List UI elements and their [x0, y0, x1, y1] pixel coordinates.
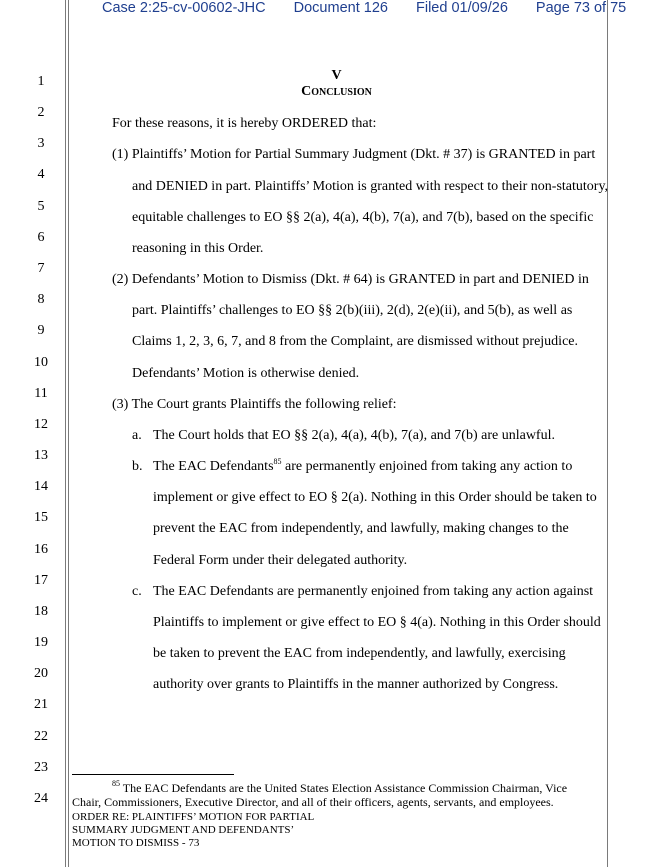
footnote-number: 85	[112, 779, 120, 788]
line-number: 15	[34, 510, 48, 525]
line-number: 4	[37, 167, 45, 182]
line-number: 11	[34, 386, 48, 401]
item-1-line-4: reasoning in this Order.	[132, 241, 264, 256]
left-margin-rule-inner	[68, 0, 69, 867]
subitem-c-line-2: Plaintiffs to implement or give effect to EO § 4(a). Nothing in this Order should	[153, 615, 601, 630]
filed-date: Filed 01/09/26	[415, 0, 508, 16]
line-number: 8	[37, 292, 45, 307]
case-header	[102, 0, 650, 18]
subitem-a-label: a.	[132, 428, 142, 443]
footnote-text-start: The EAC Defendants are the United States Election Assistance Commission Chairman, Vice	[120, 781, 568, 795]
line-number: 9	[37, 323, 45, 338]
subitem-b-text-end: are permanently enjoined from taking any action to	[281, 459, 573, 474]
line-number: 20	[34, 666, 48, 681]
subitem-c-line-4: authority over grants to Plaintiffs in the manner authorized by Congress.	[153, 677, 559, 692]
line-number: 14	[34, 479, 48, 494]
footer-caption-line-3: MOTION TO DISMISS - 73	[72, 837, 200, 849]
footnote-line-2: Chair, Commissioners, Executive Director, and all of their officers, agents, servants, and employees.	[72, 795, 554, 809]
footnote-line-1	[112, 781, 567, 796]
line-number: 13	[34, 448, 48, 463]
section-numeral: V	[331, 68, 342, 83]
subitem-b-line-4: Federal Form under their delegated authority.	[153, 553, 408, 568]
line-number: 17	[34, 573, 48, 588]
case-number: Case 2:25-cv-00602-JHC	[102, 0, 266, 16]
item-3-line-1: (3) The Court grants Plaintiffs the following relief:	[112, 397, 397, 412]
subitem-b-label: b.	[132, 459, 143, 474]
intro-paragraph: For these reasons, it is hereby ORDERED that:	[112, 116, 377, 131]
subitem-b-text-start: The EAC Defendants	[153, 459, 274, 474]
item-1-line-2: and DENIED in part. Plaintiffs’ Motion is granted with respect to their non-statutory,	[132, 179, 609, 194]
line-number: 18	[34, 604, 48, 619]
line-number: 23	[34, 760, 48, 775]
line-number: 2	[37, 105, 45, 120]
line-number: 6	[37, 230, 45, 245]
line-number: 1	[37, 74, 45, 89]
footer-caption-line-2: SUMMARY JUDGMENT AND DEFENDANTS’	[72, 824, 295, 836]
left-margin-rule-outer	[65, 0, 66, 867]
line-number: 21	[34, 697, 48, 712]
item-2-line-4: Defendants’ Motion is otherwise denied.	[132, 366, 360, 381]
line-number: 5	[37, 199, 45, 214]
footer-caption-line-1: ORDER RE: PLAINTIFFS’ MOTION FOR PARTIAL	[72, 811, 315, 823]
line-number: 12	[34, 417, 48, 432]
item-2-line-1: (2) Defendants’ Motion to Dismiss (Dkt. # 64) is GRANTED in part and DENIED in	[112, 272, 589, 287]
subitem-a-line-1: The Court holds that EO §§ 2(a), 4(a), 4(b), 7(a), and 7(b) are unlawful.	[153, 428, 555, 443]
document-number: Document 126	[293, 0, 388, 16]
subitem-b-line-1	[153, 459, 572, 475]
subitem-c-label: c.	[132, 584, 142, 599]
item-1-line-1: (1) Plaintiffs’ Motion for Partial Summary Judgment (Dkt. # 37) is GRANTED in part	[112, 147, 596, 162]
line-number: 22	[34, 729, 48, 744]
line-number: 16	[34, 542, 48, 557]
line-number: 24	[34, 791, 48, 806]
item-1-line-3: equitable challenges to EO §§ 2(a), 4(a), 4(b), 7(a), and 7(b), based on the specific	[132, 210, 594, 225]
line-number: 19	[34, 635, 48, 650]
page-indicator: Page 73 of 75	[535, 0, 627, 16]
item-2-line-2: part. Plaintiffs’ challenges to EO §§ 2(b)(iii), 2(d), 2(e)(ii), and 5(b), as well as	[132, 303, 573, 318]
line-number: 7	[37, 261, 45, 276]
section-title: Conclusion	[301, 84, 372, 99]
footnote-separator	[72, 774, 234, 775]
subitem-b-line-3: prevent the EAC from independently, and lawfully, making changes to the	[153, 521, 569, 536]
subitem-c-line-3: be taken to prevent the EAC from independently, and lawfully, exercising	[153, 646, 566, 661]
subitem-c-line-1: The EAC Defendants are permanently enjoined from taking any action against	[153, 584, 594, 599]
line-number: 10	[34, 355, 48, 370]
item-2-line-3: Claims 1, 2, 3, 6, 7, and 8 from the Complaint, are dismissed without prejudice.	[132, 334, 578, 349]
footnote-reference[interactable]: 85	[273, 457, 282, 466]
subitem-b-line-2: implement or give effect to EO § 2(a). Nothing in this Order should be taken to	[153, 490, 597, 505]
line-number: 3	[37, 136, 45, 151]
right-margin-rule	[607, 0, 608, 867]
